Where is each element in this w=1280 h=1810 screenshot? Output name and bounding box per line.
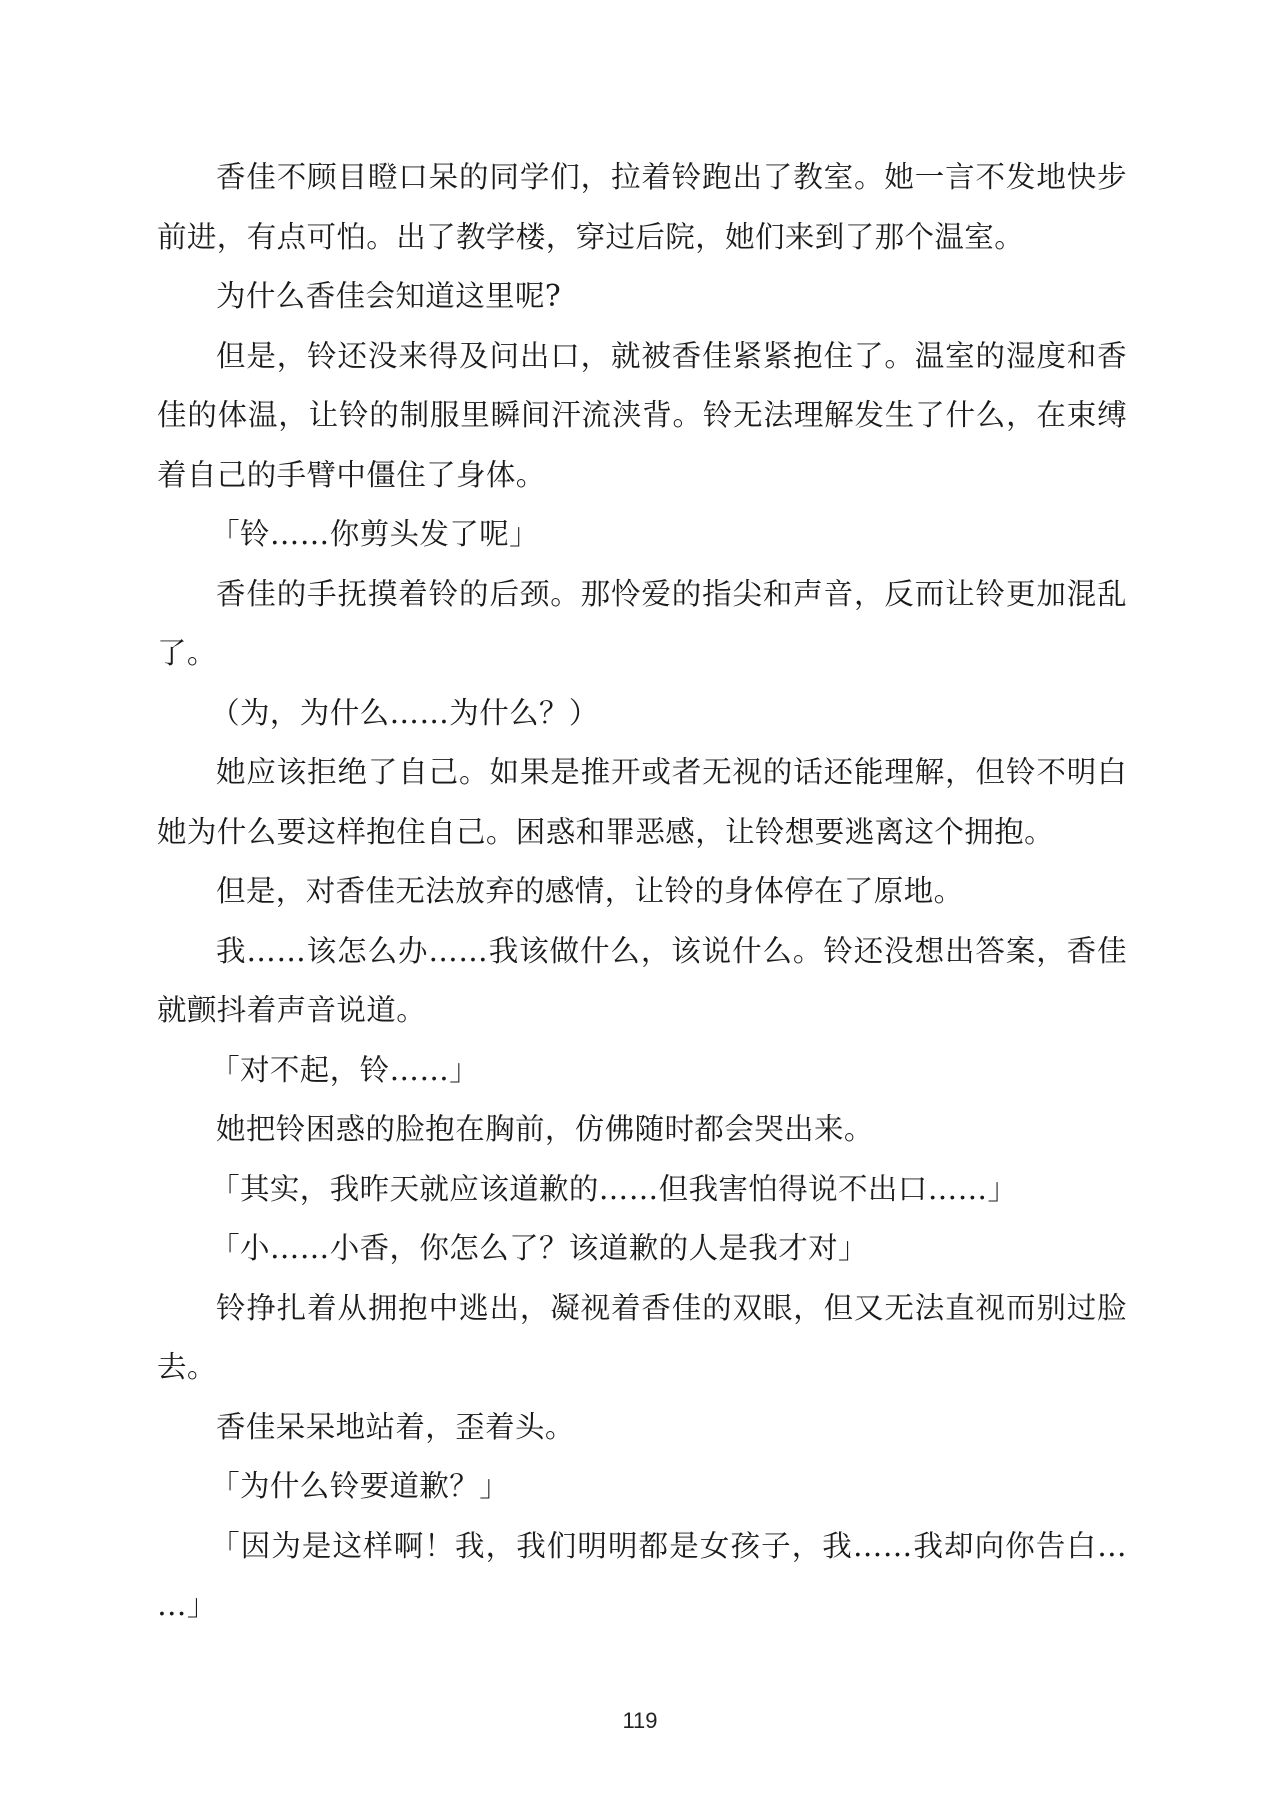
paragraph: 她把铃困惑的脸抱在胸前，仿佛随时都会哭出来。: [216, 1112, 874, 1146]
dialog-line: 「其实，我昨天就应该道歉的……但我害怕得说不出口……」: [210, 1171, 1018, 1206]
paragraph: 香佳的手抚摸着铃的后颈。那怜爱的指尖和声音，反而让铃更加混乱了。: [157, 576, 1127, 670]
paragraph: 我……该怎么办……我该做什么，该说什么。铃还没想出答案，香佳就颤抖着声音说道。: [157, 933, 1127, 1027]
paragraph: 但是，对香佳无法放弃的感情，让铃的身体停在了原地。: [216, 874, 964, 908]
dialog-line: 「铃……你剪头发了呢」: [210, 517, 539, 551]
paragraph: 为什么香佳会知道这里呢?: [216, 279, 562, 313]
dialog-line: 「为什么铃要道歉？」: [210, 1469, 510, 1503]
body-text: [157, 148, 1127, 1636]
dialog-line: （为，为什么……为什么？）: [210, 695, 599, 730]
paragraph: 香佳呆呆地站着，歪着头。: [216, 1409, 575, 1444]
paragraph: 铃挣扎着从拥抱中逃出，凝视着香佳的双眼，但又无法直视而别过脸去。: [157, 1290, 1127, 1384]
page-number: 119: [622, 1708, 658, 1733]
paragraph: 她应该拒绝了自己。如果是推开或者无视的话还能理解，但铃不明白她为什么要这样抱住自己。困惑和罪恶感，让铃想要逃离这个拥抱。: [157, 755, 1127, 849]
paragraph: 但是，铃还没来得及问出口，就被香佳紧紧抱住了。温室的湿度和香佳的体温，让铃的制服里瞬间汗流浃背。铃无法理解发生了什么，在束缚着自己的手臂中僵住了身体。: [157, 338, 1127, 492]
dialog-line: 「因为是这样啊！我，我们明明都是女孩子，我……我却向你告白……」: [157, 1528, 1127, 1622]
dialog-line: 「对不起，铃……」: [210, 1052, 480, 1087]
paragraph: 香佳不顾目瞪口呆的同学们，拉着铃跑出了教室。她一言不发地快步前进，有点可怕。出了教学楼，穿过后院，她们来到了那个温室。: [157, 160, 1127, 254]
dialog-line: 「小……小香，你怎么了？该道歉的人是我才对」: [210, 1231, 868, 1265]
